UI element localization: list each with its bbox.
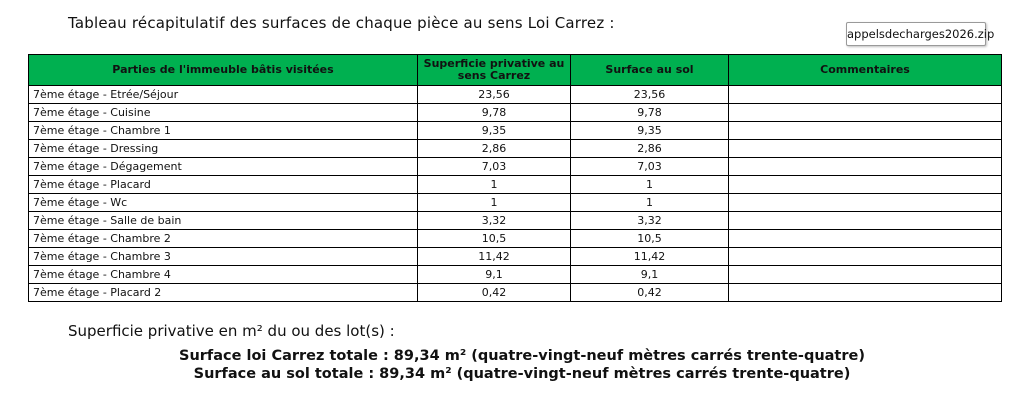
cell-carrez: 7,03 <box>418 158 571 176</box>
cell-commentaire <box>729 266 1002 284</box>
table-body <box>29 86 1002 302</box>
table-row <box>29 104 1002 122</box>
cell-commentaire <box>729 248 1002 266</box>
cell-carrez: 2,86 <box>418 140 571 158</box>
total-carrez: Surface loi Carrez totale : 89,34 m² (quatre-vingt-neuf mètres carrés trente-quatre) <box>179 348 865 364</box>
cell-sol: 1 <box>571 176 729 194</box>
cell-partie: 7ème étage - Cuisine <box>29 104 418 122</box>
table-row <box>29 86 1002 104</box>
cell-partie: 7ème étage - Etrée/Séjour <box>29 86 418 104</box>
table-row <box>29 194 1002 212</box>
table-row <box>29 122 1002 140</box>
table-row <box>29 266 1002 284</box>
cell-sol: 23,56 <box>571 86 729 104</box>
total-sol: Surface au sol totale : 89,34 m² (quatre-vingt-neuf mètres carrés trente-quatre) <box>193 366 851 382</box>
cell-partie: 7ème étage - Dégagement <box>29 158 418 176</box>
cell-carrez: 23,56 <box>418 86 571 104</box>
cell-commentaire <box>729 104 1002 122</box>
table-row <box>29 212 1002 230</box>
table-row <box>29 158 1002 176</box>
cell-commentaire <box>729 86 1002 104</box>
cell-partie: 7ème étage - Dressing <box>29 140 418 158</box>
cell-sol: 3,32 <box>571 212 729 230</box>
cell-partie: 7ème étage - Chambre 2 <box>29 230 418 248</box>
cell-sol: 0,42 <box>571 284 729 302</box>
page-title: Tableau récapitulatif des surfaces de chaque pièce au sens Loi Carrez : <box>68 14 615 32</box>
cell-carrez: 10,5 <box>418 230 571 248</box>
cell-partie: 7ème étage - Chambre 4 <box>29 266 418 284</box>
cell-partie: 7ème étage - Chambre 3 <box>29 248 418 266</box>
cell-sol: 2,86 <box>571 140 729 158</box>
cell-sol: 1 <box>571 194 729 212</box>
cell-commentaire <box>729 194 1002 212</box>
cell-carrez: 9,1 <box>418 266 571 284</box>
cell-carrez: 9,78 <box>418 104 571 122</box>
cell-partie: 7ème étage - Wc <box>29 194 418 212</box>
cell-sol: 7,03 <box>571 158 729 176</box>
cell-partie: 7ème étage - Chambre 1 <box>29 122 418 140</box>
cell-commentaire <box>729 158 1002 176</box>
cell-sol: 9,1 <box>571 266 729 284</box>
cell-carrez: 9,35 <box>418 122 571 140</box>
header-commentaires: Commentaires <box>729 55 1002 86</box>
cell-commentaire <box>729 140 1002 158</box>
cell-carrez: 0,42 <box>418 284 571 302</box>
cell-sol: 10,5 <box>571 230 729 248</box>
cell-commentaire <box>729 230 1002 248</box>
cell-carrez: 11,42 <box>418 248 571 266</box>
cell-carrez: 1 <box>418 176 571 194</box>
cell-commentaire <box>729 122 1002 140</box>
cell-commentaire <box>729 176 1002 194</box>
cell-partie: 7ème étage - Placard <box>29 176 418 194</box>
table-row <box>29 230 1002 248</box>
table-row <box>29 176 1002 194</box>
cell-partie: 7ème étage - Salle de bain <box>29 212 418 230</box>
header-parties: Parties de l'immeuble bâtis visitées <box>29 55 418 86</box>
lot-surface-heading: Superficie privative en m² du ou des lot(s) : <box>68 322 395 340</box>
table-row <box>29 284 1002 302</box>
cell-sol: 11,42 <box>571 248 729 266</box>
cell-carrez: 3,32 <box>418 212 571 230</box>
cell-sol: 9,35 <box>571 122 729 140</box>
attachment-file-chip[interactable]: appelsdecharges2026.zip <box>846 22 986 46</box>
table-row <box>29 248 1002 266</box>
cell-commentaire <box>729 212 1002 230</box>
table-header-row <box>29 55 1002 86</box>
cell-commentaire <box>729 284 1002 302</box>
cell-partie: 7ème étage - Placard 2 <box>29 284 418 302</box>
header-surface-sol: Surface au sol <box>571 55 729 86</box>
table-row <box>29 140 1002 158</box>
header-superficie-carrez: Superficie privative au sens Carrez <box>418 55 571 86</box>
cell-carrez: 1 <box>418 194 571 212</box>
cell-sol: 9,78 <box>571 104 729 122</box>
surfaces-table <box>28 54 1002 302</box>
